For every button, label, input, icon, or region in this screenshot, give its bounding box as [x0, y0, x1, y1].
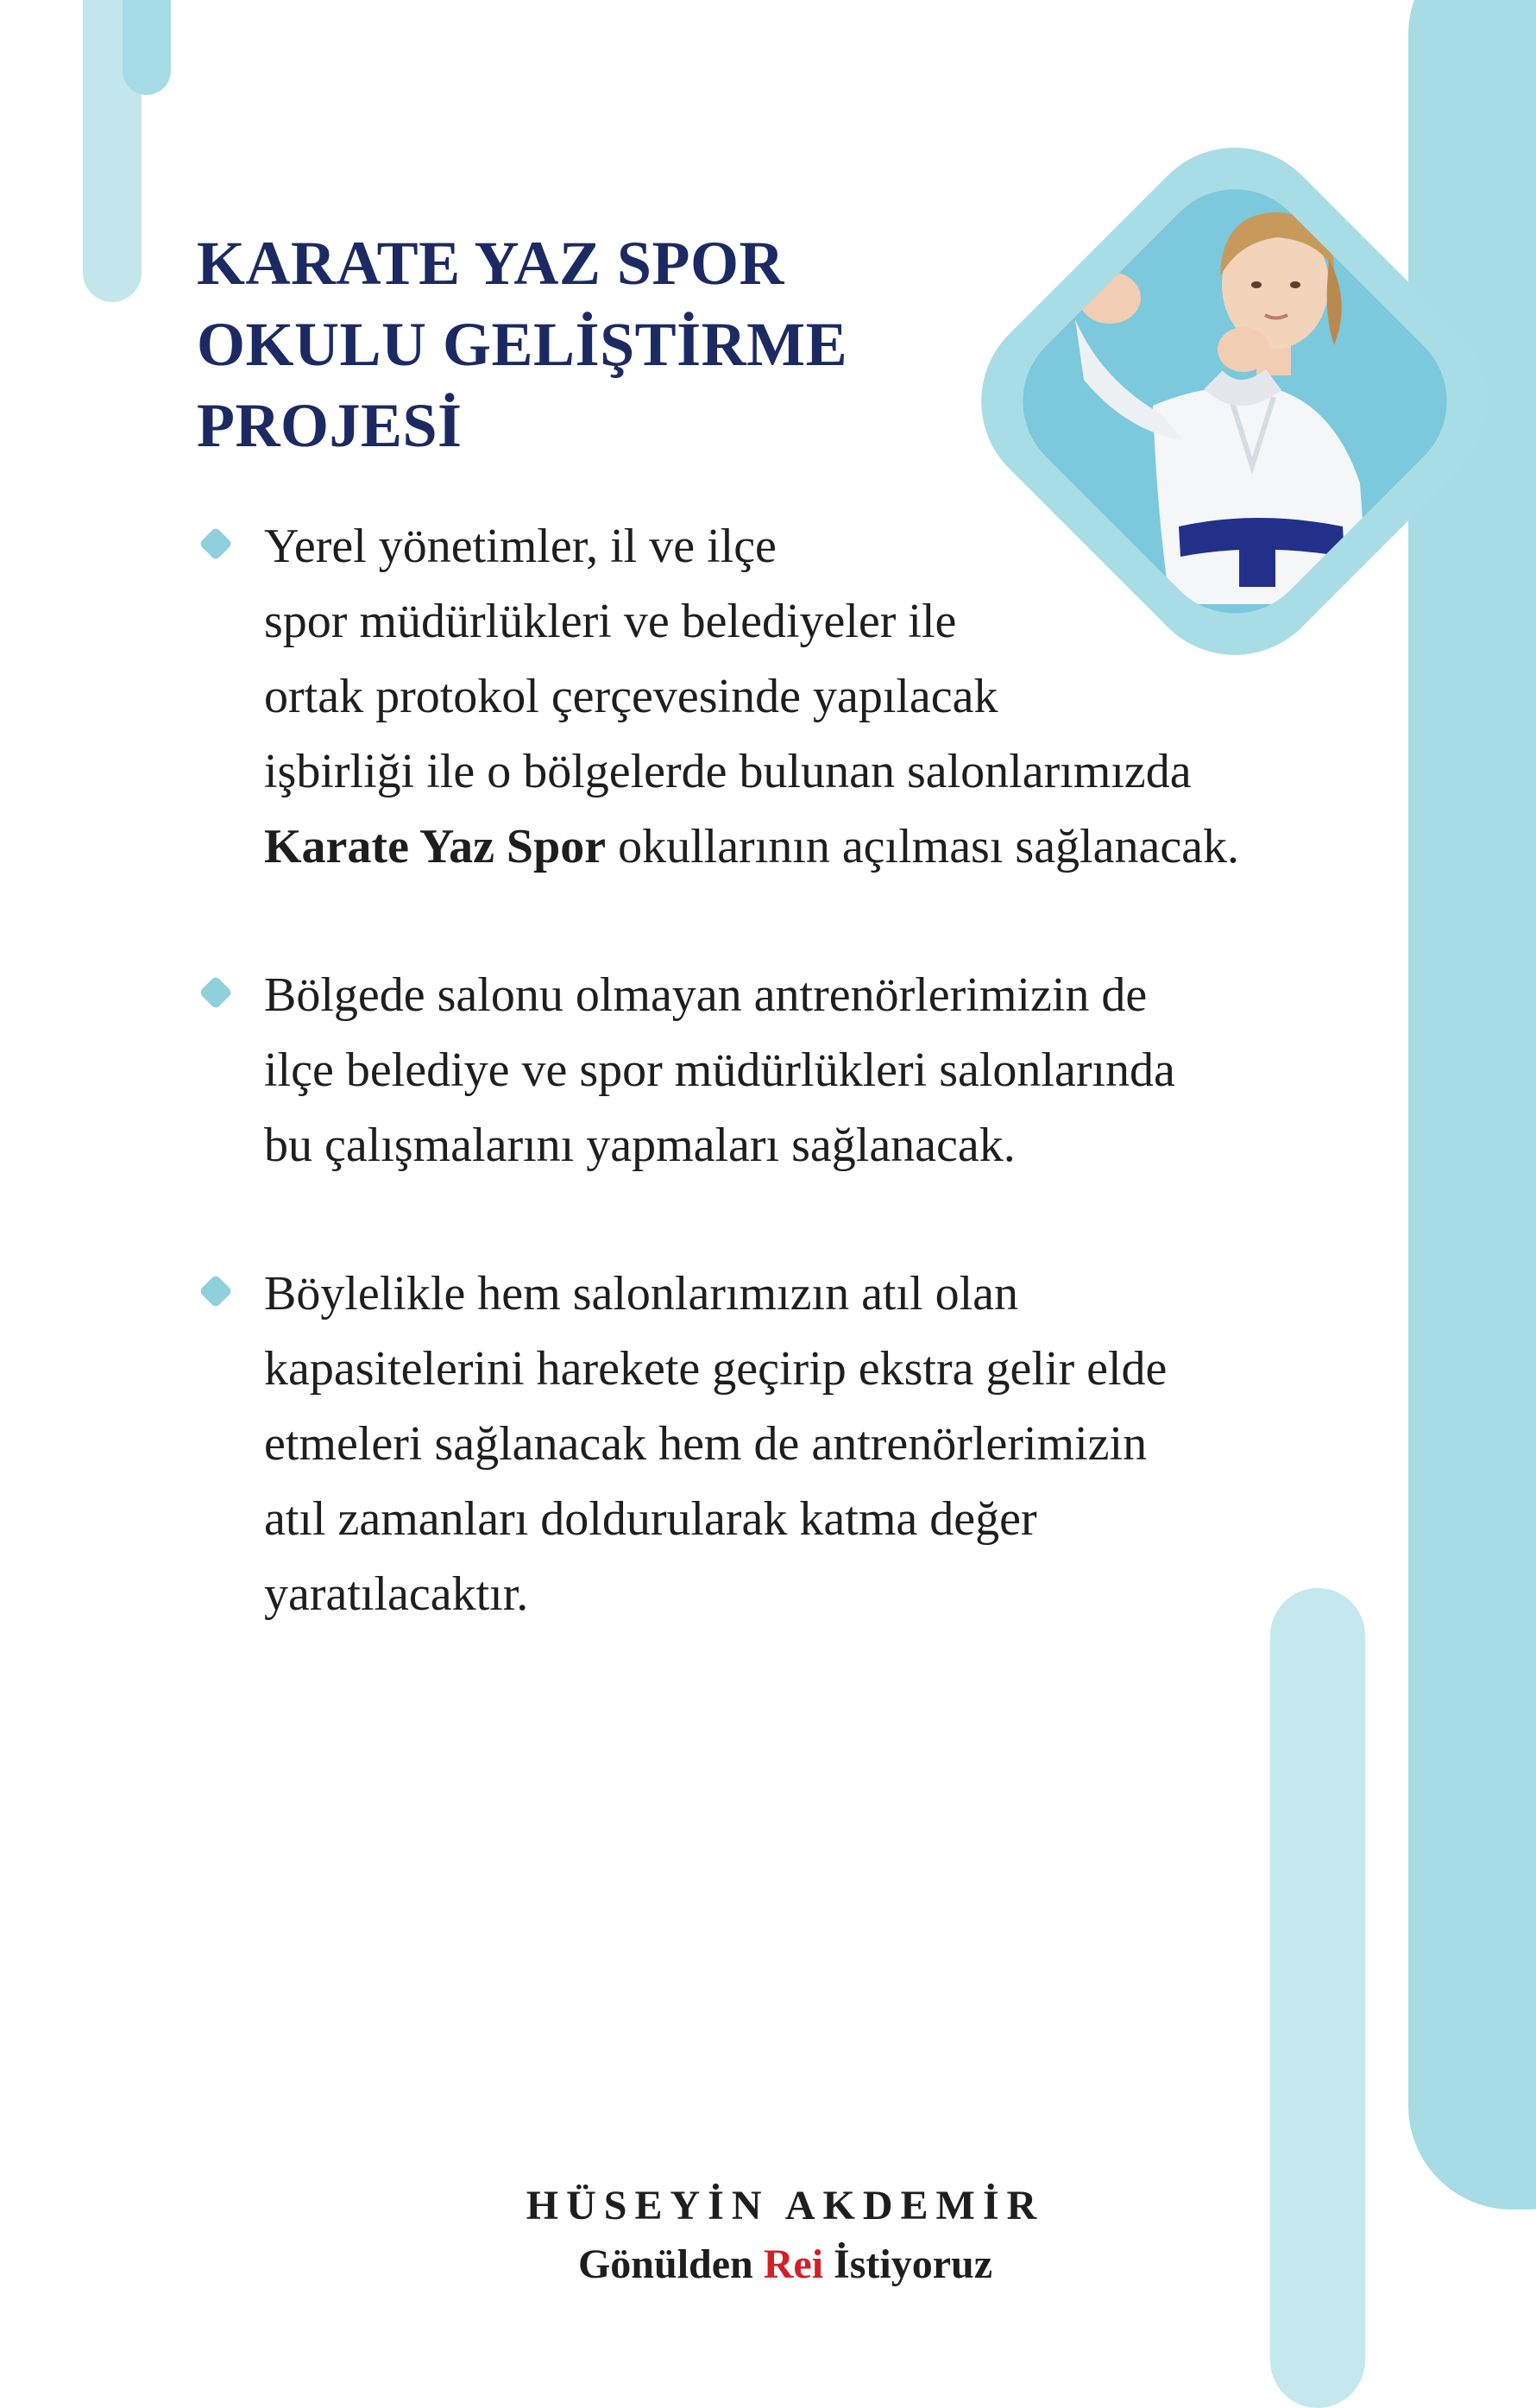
bullet-2-line-2: ilçe belediye ve spor müdürlükleri salonlarında — [264, 1043, 1175, 1097]
bullet-3-line-2: kapasitelerini harekete geçirip ekstra gelir elde — [264, 1342, 1168, 1396]
slogan — [0, 2241, 1536, 2288]
slogan-post: İstiyoruz — [823, 2241, 993, 2287]
bullet-3-line-5: yaratılacaktır. — [264, 1567, 529, 1621]
author-name: HÜSEYİN AKDEMİR — [526, 2183, 1045, 2228]
bullet-text-2 — [264, 958, 1386, 1183]
bullet-1-line-5-rest: okullarının açılması sağlanacak. — [606, 820, 1240, 873]
page-title — [197, 223, 973, 466]
title-line-1: KARATE YAZ SPOR — [197, 229, 784, 298]
bullet-3-line-1: Böylelikle hem salonlarımızın atıl olan — [264, 1267, 1019, 1321]
bullet-1-line-4: işbirliği ile o bölgelerde bulunan salonlarımızda — [264, 745, 1192, 798]
bullet-3-line-4: atıl zamanları doldurularak katma değer — [264, 1492, 1037, 1546]
bullet-1-line-3: ortak protokol çerçevesinde yapılacak — [264, 670, 998, 723]
slogan-accent: Rei — [763, 2241, 824, 2287]
diamond-bullet-icon — [198, 1274, 233, 1308]
slogan-pre: Gönülden — [577, 2241, 764, 2287]
title-line-3: PROJESİ — [197, 391, 463, 460]
bullet-text-1 — [264, 509, 1386, 885]
title-line-2: OKULU GELİŞTİRME — [197, 310, 848, 379]
bullet-3-line-3: etmeleri sağlanacak hem de antrenörlerimizin — [264, 1417, 1148, 1471]
bullet-2-line-3: bu çalışmalarını yapmaları sağlanacak. — [264, 1119, 1016, 1172]
bullet-1-line-1: Yerel yönetimler, il ve ilçe — [264, 520, 777, 573]
diamond-bullet-icon — [198, 526, 233, 561]
decor-bar-top-left-small — [123, 0, 171, 95]
bullet-text-3 — [264, 1257, 1386, 1632]
bullet-1-bold-phrase: Karate Yaz Spor — [264, 820, 607, 873]
bullet-1-line-5 — [264, 810, 1386, 885]
diamond-bullet-icon — [198, 975, 233, 1010]
bullet-1-line-2: spor müdürlükleri ve belediyeler ile — [264, 595, 957, 648]
bullet-2-line-1: Bölgede salonu olmayan antrenörlerimizin de — [264, 968, 1148, 1022]
